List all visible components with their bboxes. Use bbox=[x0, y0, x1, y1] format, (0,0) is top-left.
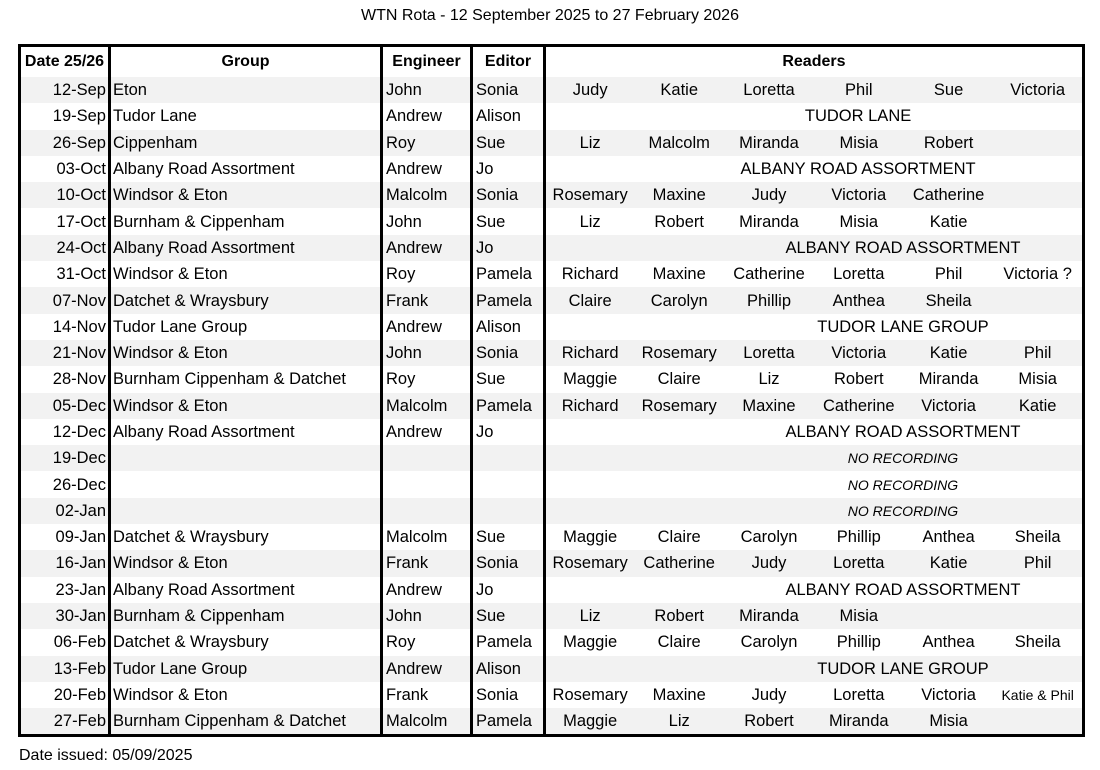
table-row bbox=[20, 419, 1084, 445]
row-date: 26-Sep bbox=[20, 130, 110, 156]
row-engineer: John bbox=[382, 603, 472, 629]
row-engineer: Malcolm bbox=[382, 182, 472, 208]
table-header bbox=[20, 46, 1084, 78]
table-row bbox=[20, 235, 1084, 261]
table-row bbox=[20, 498, 1084, 524]
reader-cell: Robert bbox=[904, 130, 994, 156]
row-group: Albany Road Assortment bbox=[110, 156, 382, 182]
row-group: Windsor & Eton bbox=[110, 340, 382, 366]
table-row bbox=[20, 577, 1084, 603]
row-engineer: Frank bbox=[382, 682, 472, 708]
reader-cell: Victoria bbox=[904, 393, 994, 419]
row-editor: Jo bbox=[472, 235, 545, 261]
row-date: 05-Dec bbox=[20, 393, 110, 419]
row-group: Datchet & Wraysbury bbox=[110, 287, 382, 313]
reader-cell-empty bbox=[545, 103, 635, 129]
reader-cell: Claire bbox=[545, 287, 635, 313]
row-engineer bbox=[382, 445, 472, 471]
reader-cell: Katie & Phil bbox=[993, 682, 1083, 708]
reader-cell: Carolyn bbox=[724, 629, 814, 655]
no-recording-note: NO RECORDING bbox=[724, 471, 1083, 497]
row-group bbox=[110, 471, 382, 497]
reader-cell: Maggie bbox=[545, 524, 635, 550]
row-engineer: Andrew bbox=[382, 156, 472, 182]
row-editor: Sue bbox=[472, 130, 545, 156]
reader-cell: Catherine bbox=[634, 550, 724, 576]
reader-cell-empty bbox=[545, 235, 635, 261]
reader-cell: Misia bbox=[904, 708, 994, 736]
table-row bbox=[20, 103, 1084, 129]
row-group: Datchet & Wraysbury bbox=[110, 629, 382, 655]
table-row bbox=[20, 182, 1084, 208]
row-editor: Pamela bbox=[472, 393, 545, 419]
row-editor: Pamela bbox=[472, 287, 545, 313]
row-engineer: Andrew bbox=[382, 419, 472, 445]
row-editor: Sue bbox=[472, 603, 545, 629]
row-group: Burnham Cippenham & Datchet bbox=[110, 708, 382, 736]
group-note: ALBANY ROAD ASSORTMENT bbox=[724, 235, 1083, 261]
row-group: Windsor & Eton bbox=[110, 550, 382, 576]
row-date: 28-Nov bbox=[20, 366, 110, 392]
group-note: TUDOR LANE GROUP bbox=[724, 314, 1083, 340]
reader-cell: Phillip bbox=[814, 524, 904, 550]
table-row bbox=[20, 314, 1084, 340]
row-engineer: Roy bbox=[382, 130, 472, 156]
row-engineer: Andrew bbox=[382, 235, 472, 261]
row-date: 20-Feb bbox=[20, 682, 110, 708]
reader-cell: Phil bbox=[814, 77, 904, 103]
table-row bbox=[20, 524, 1084, 550]
reader-cell: Katie bbox=[634, 77, 724, 103]
reader-cell: Catherine bbox=[724, 261, 814, 287]
no-recording-note: NO RECORDING bbox=[724, 498, 1083, 524]
reader-cell: Sue bbox=[904, 77, 994, 103]
table-row bbox=[20, 629, 1084, 655]
reader-cell: Judy bbox=[724, 550, 814, 576]
reader-cell: Claire bbox=[634, 629, 724, 655]
row-editor: Alison bbox=[472, 314, 545, 340]
row-engineer: Malcolm bbox=[382, 708, 472, 736]
reader-cell: Phil bbox=[993, 550, 1083, 576]
table-body bbox=[20, 77, 1084, 736]
reader-cell: Richard bbox=[545, 340, 635, 366]
row-group: Datchet & Wraysbury bbox=[110, 524, 382, 550]
reader-cell: Judy bbox=[724, 182, 814, 208]
reader-cell: Misia bbox=[814, 603, 904, 629]
header-group: Group bbox=[110, 46, 382, 78]
row-engineer: Malcolm bbox=[382, 393, 472, 419]
row-engineer: Andrew bbox=[382, 314, 472, 340]
row-group: Cippenham bbox=[110, 130, 382, 156]
table-row bbox=[20, 261, 1084, 287]
page-title: WTN Rota - 12 September 2025 to 27 February 2026 bbox=[361, 7, 739, 24]
reader-cell: Victoria bbox=[814, 340, 904, 366]
row-group: Windsor & Eton bbox=[110, 261, 382, 287]
header-engineer: Engineer bbox=[382, 46, 472, 78]
reader-cell: Carolyn bbox=[634, 287, 724, 313]
row-date: 24-Oct bbox=[20, 235, 110, 261]
row-editor: Sue bbox=[472, 524, 545, 550]
table-row bbox=[20, 471, 1084, 497]
reader-cell-empty bbox=[634, 498, 724, 524]
no-recording-note: NO RECORDING bbox=[724, 445, 1083, 471]
reader-cell: Judy bbox=[545, 77, 635, 103]
row-editor bbox=[472, 471, 545, 497]
reader-cell: Liz bbox=[724, 366, 814, 392]
row-group: Albany Road Assortment bbox=[110, 577, 382, 603]
header-date: Date 25/26 bbox=[24, 53, 105, 70]
row-group: Tudor Lane Group bbox=[110, 314, 382, 340]
reader-cell: Anthea bbox=[904, 629, 994, 655]
table-row bbox=[20, 156, 1084, 182]
reader-cell: Sheila bbox=[904, 287, 994, 313]
group-note: TUDOR LANE bbox=[634, 103, 1083, 129]
row-date: 02-Jan bbox=[20, 498, 110, 524]
row-engineer: Andrew bbox=[382, 656, 472, 682]
reader-cell: Robert bbox=[814, 366, 904, 392]
reader-cell: Robert bbox=[724, 708, 814, 736]
reader-cell: Rosemary bbox=[545, 550, 635, 576]
reader-cell: Catherine bbox=[814, 393, 904, 419]
row-group: Windsor & Eton bbox=[110, 182, 382, 208]
row-group: Burnham Cippenham & Datchet bbox=[110, 366, 382, 392]
reader-cell bbox=[993, 603, 1083, 629]
reader-cell: Loretta bbox=[724, 340, 814, 366]
row-editor: Sue bbox=[472, 366, 545, 392]
row-group: Windsor & Eton bbox=[110, 393, 382, 419]
row-engineer: Roy bbox=[382, 366, 472, 392]
row-engineer: Frank bbox=[382, 550, 472, 576]
reader-cell: Robert bbox=[634, 208, 724, 234]
row-date: 06-Feb bbox=[20, 629, 110, 655]
reader-cell: Rosemary bbox=[634, 393, 724, 419]
row-editor: Sonia bbox=[472, 340, 545, 366]
row-date: 19-Dec bbox=[20, 445, 110, 471]
reader-cell: Misia bbox=[993, 366, 1083, 392]
reader-cell: Anthea bbox=[814, 287, 904, 313]
row-engineer: Andrew bbox=[382, 103, 472, 129]
reader-cell-empty bbox=[634, 471, 724, 497]
group-note: TUDOR LANE GROUP bbox=[724, 656, 1083, 682]
reader-cell: Victoria bbox=[993, 77, 1083, 103]
reader-cell: Carolyn bbox=[724, 524, 814, 550]
reader-cell: Katie bbox=[904, 340, 994, 366]
row-date: 30-Jan bbox=[20, 603, 110, 629]
reader-cell: Miranda bbox=[724, 130, 814, 156]
reader-cell: Loretta bbox=[814, 550, 904, 576]
table-row bbox=[20, 393, 1084, 419]
reader-cell-empty bbox=[634, 656, 724, 682]
row-group: Albany Road Assortment bbox=[110, 235, 382, 261]
reader-cell: Robert bbox=[634, 603, 724, 629]
row-date: 19-Sep bbox=[20, 103, 110, 129]
row-editor: Pamela bbox=[472, 261, 545, 287]
row-date: 17-Oct bbox=[20, 208, 110, 234]
reader-cell-empty bbox=[545, 498, 635, 524]
reader-cell: Phillip bbox=[724, 287, 814, 313]
row-engineer bbox=[382, 471, 472, 497]
reader-cell bbox=[993, 182, 1083, 208]
row-date: 21-Nov bbox=[20, 340, 110, 366]
reader-cell: Phil bbox=[993, 340, 1083, 366]
table-row bbox=[20, 130, 1084, 156]
row-editor: Jo bbox=[472, 156, 545, 182]
table-row bbox=[20, 682, 1084, 708]
reader-cell: Rosemary bbox=[634, 340, 724, 366]
row-group: Windsor & Eton bbox=[110, 682, 382, 708]
row-engineer bbox=[382, 498, 472, 524]
reader-cell: Maggie bbox=[545, 366, 635, 392]
table-row bbox=[20, 340, 1084, 366]
row-editor: Jo bbox=[472, 577, 545, 603]
reader-cell-empty bbox=[634, 419, 724, 445]
row-group: Albany Road Assortment bbox=[110, 419, 382, 445]
reader-cell-empty bbox=[545, 314, 635, 340]
reader-cell: Loretta bbox=[724, 77, 814, 103]
row-group: Tudor Lane bbox=[110, 103, 382, 129]
reader-cell: Richard bbox=[545, 261, 635, 287]
reader-cell-empty bbox=[634, 235, 724, 261]
reader-cell: Claire bbox=[634, 524, 724, 550]
reader-cell: Liz bbox=[545, 208, 635, 234]
reader-cell: Misia bbox=[814, 130, 904, 156]
reader-cell: Katie bbox=[904, 208, 994, 234]
reader-cell: Richard bbox=[545, 393, 635, 419]
reader-cell: Sheila bbox=[993, 629, 1083, 655]
row-date: 07-Nov bbox=[20, 287, 110, 313]
row-group: Tudor Lane Group bbox=[110, 656, 382, 682]
table-row bbox=[20, 550, 1084, 576]
row-editor: Sue bbox=[472, 208, 545, 234]
reader-cell: Victoria ? bbox=[993, 261, 1083, 287]
row-engineer: Frank bbox=[382, 287, 472, 313]
reader-cell: Maxine bbox=[634, 261, 724, 287]
row-date: 14-Nov bbox=[20, 314, 110, 340]
row-engineer: Roy bbox=[382, 629, 472, 655]
row-date: 09-Jan bbox=[20, 524, 110, 550]
reader-cell: Rosemary bbox=[545, 182, 635, 208]
reader-cell-empty bbox=[634, 577, 724, 603]
row-editor: Pamela bbox=[472, 629, 545, 655]
row-editor bbox=[472, 445, 545, 471]
header-editor: Editor bbox=[472, 46, 545, 78]
row-editor: Sonia bbox=[472, 550, 545, 576]
reader-cell: Judy bbox=[724, 682, 814, 708]
row-date: 12-Sep bbox=[20, 77, 110, 103]
reader-cell: Miranda bbox=[724, 603, 814, 629]
reader-cell: Maxine bbox=[724, 393, 814, 419]
row-group bbox=[110, 498, 382, 524]
reader-cell: Maggie bbox=[545, 708, 635, 736]
date-issued: Date issued: 05/09/2025 bbox=[19, 747, 193, 764]
row-editor: Alison bbox=[472, 103, 545, 129]
reader-cell: Phillip bbox=[814, 629, 904, 655]
row-editor: Sonia bbox=[472, 682, 545, 708]
table-row bbox=[20, 603, 1084, 629]
reader-cell: Claire bbox=[634, 366, 724, 392]
reader-cell: Miranda bbox=[904, 366, 994, 392]
reader-cell: Rosemary bbox=[545, 682, 635, 708]
table-row bbox=[20, 287, 1084, 313]
row-date: 03-Oct bbox=[20, 156, 110, 182]
reader-cell: Malcolm bbox=[634, 130, 724, 156]
reader-cell-empty bbox=[545, 156, 635, 182]
row-date: 16-Jan bbox=[20, 550, 110, 576]
reader-cell bbox=[904, 603, 994, 629]
reader-cell: Liz bbox=[634, 708, 724, 736]
reader-cell: Loretta bbox=[814, 682, 904, 708]
table-row bbox=[20, 656, 1084, 682]
row-group: Eton bbox=[110, 77, 382, 103]
reader-cell-empty bbox=[545, 656, 635, 682]
reader-cell: Victoria bbox=[814, 182, 904, 208]
row-group bbox=[110, 445, 382, 471]
reader-cell: Miranda bbox=[814, 708, 904, 736]
reader-cell: Maxine bbox=[634, 182, 724, 208]
reader-cell: Anthea bbox=[904, 524, 994, 550]
reader-cell: Liz bbox=[545, 130, 635, 156]
row-engineer: Malcolm bbox=[382, 524, 472, 550]
rota-table bbox=[18, 44, 1085, 737]
table-row bbox=[20, 708, 1084, 736]
table-row bbox=[20, 445, 1084, 471]
row-date: 13-Feb bbox=[20, 656, 110, 682]
reader-cell-empty bbox=[545, 577, 635, 603]
row-engineer: John bbox=[382, 77, 472, 103]
reader-cell: Victoria bbox=[904, 682, 994, 708]
group-note: ALBANY ROAD ASSORTMENT bbox=[724, 419, 1083, 445]
row-group: Burnham & Cippenham bbox=[110, 208, 382, 234]
reader-cell: Phil bbox=[904, 261, 994, 287]
row-engineer: Roy bbox=[382, 261, 472, 287]
table-row bbox=[20, 77, 1084, 103]
reader-cell-empty bbox=[545, 419, 635, 445]
row-engineer: Andrew bbox=[382, 577, 472, 603]
reader-cell bbox=[993, 208, 1083, 234]
reader-cell: Liz bbox=[545, 603, 635, 629]
group-note: ALBANY ROAD ASSORTMENT bbox=[724, 577, 1083, 603]
row-editor: Alison bbox=[472, 656, 545, 682]
reader-cell: Katie bbox=[904, 550, 994, 576]
group-note: ALBANY ROAD ASSORTMENT bbox=[634, 156, 1083, 182]
row-editor bbox=[472, 498, 545, 524]
row-engineer: John bbox=[382, 340, 472, 366]
reader-cell bbox=[993, 287, 1083, 313]
reader-cell: Maxine bbox=[634, 682, 724, 708]
row-editor: Jo bbox=[472, 419, 545, 445]
row-date: 27-Feb bbox=[20, 708, 110, 736]
row-date: 10-Oct bbox=[20, 182, 110, 208]
header-readers: Readers bbox=[545, 46, 1084, 78]
row-engineer: John bbox=[382, 208, 472, 234]
table-row bbox=[20, 208, 1084, 234]
row-editor: Pamela bbox=[472, 708, 545, 736]
reader-cell: Loretta bbox=[814, 261, 904, 287]
row-date: 26-Dec bbox=[20, 471, 110, 497]
reader-cell: Catherine bbox=[904, 182, 994, 208]
row-editor: Sonia bbox=[472, 77, 545, 103]
reader-cell: Katie bbox=[993, 393, 1083, 419]
row-group: Burnham & Cippenham bbox=[110, 603, 382, 629]
reader-cell bbox=[993, 708, 1083, 736]
reader-cell-empty bbox=[545, 445, 635, 471]
reader-cell: Sheila bbox=[993, 524, 1083, 550]
row-date: 12-Dec bbox=[20, 419, 110, 445]
reader-cell-empty bbox=[634, 445, 724, 471]
table-row bbox=[20, 366, 1084, 392]
row-date: 23-Jan bbox=[20, 577, 110, 603]
reader-cell: Misia bbox=[814, 208, 904, 234]
row-editor: Sonia bbox=[472, 182, 545, 208]
reader-cell-empty bbox=[545, 471, 635, 497]
row-date: 31-Oct bbox=[20, 261, 110, 287]
reader-cell: Miranda bbox=[724, 208, 814, 234]
reader-cell: Maggie bbox=[545, 629, 635, 655]
reader-cell bbox=[993, 130, 1083, 156]
reader-cell-empty bbox=[634, 314, 724, 340]
